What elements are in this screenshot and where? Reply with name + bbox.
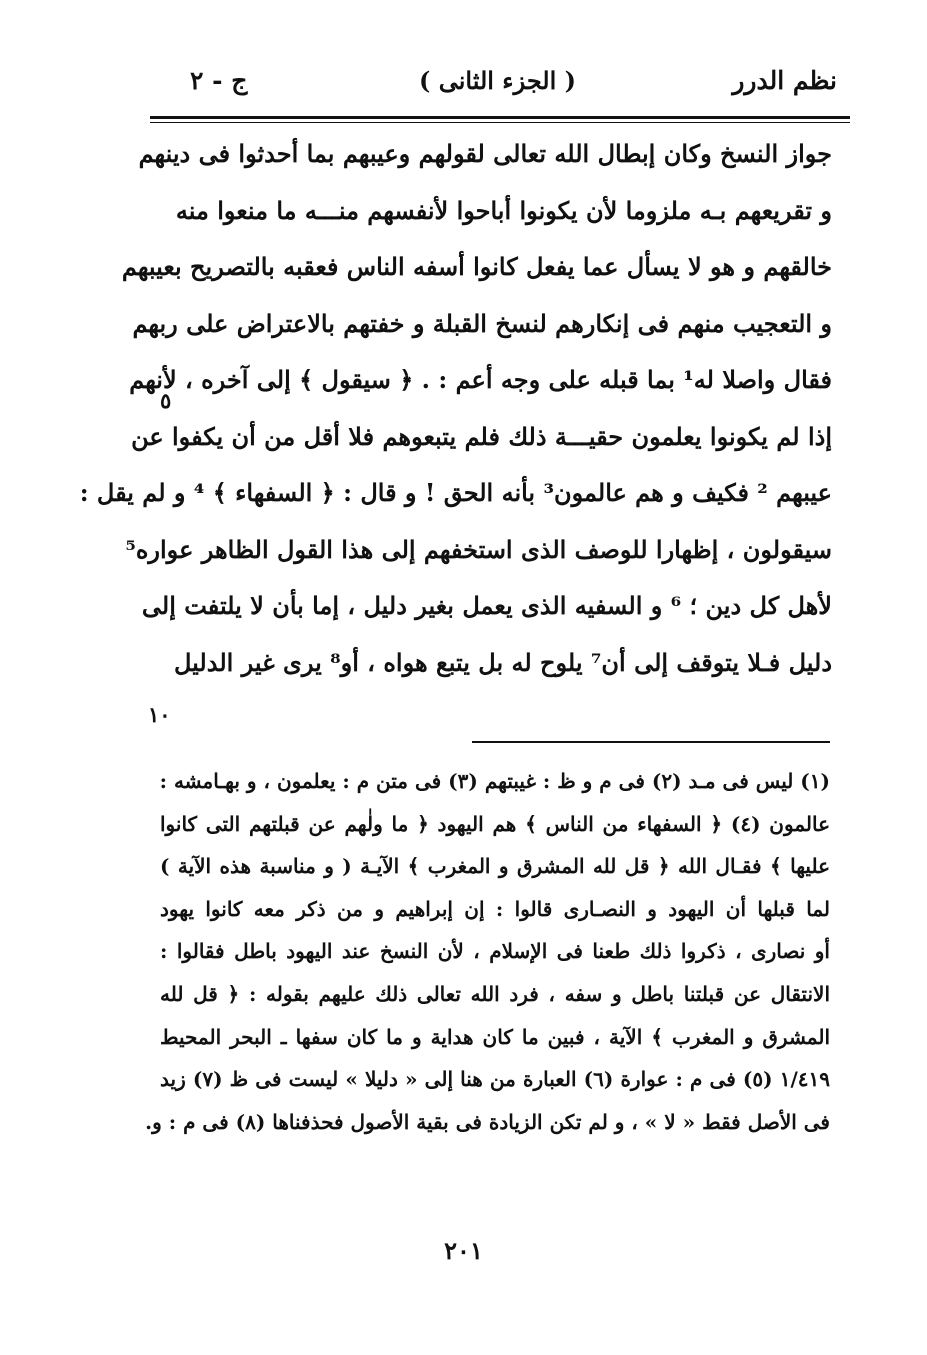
part-label: ( الجزء الثانى )	[419, 66, 576, 95]
header-rule-thick	[150, 116, 850, 119]
text-line: عيبهم ² فكيف و هم عالمون³ بأنه الحق ! و قال : ﴿ السفهاء ﴾ ⁴ و لم يقل :	[79, 478, 832, 507]
main-text	[79, 126, 832, 691]
footnote-line: الانتقال عن قبلتنا باطل و سفه ، فرد الله تعالى ذلك عليهم بقوله : ﴿ قل لله	[160, 981, 830, 1006]
footnote-line: ١/٤١٩ (٥) فى م : عوارة (٦) العبارة من هنا إلى « دليلا » ليست فى ظ (٧) زيد	[160, 1067, 830, 1092]
text-line: و التعجيب منهم فى إنكارهم لنسخ القبلة و خفتهم بالاعتراض على ربهم	[132, 308, 832, 338]
footnote-line: أو نصارى ، ذكروا ذلك طعنا فى الإسلام ، لأن النسخ عند اليهود باطل فقالوا :	[160, 939, 830, 964]
text-line: و تقريعهم بـه ملزوما لأن يكونوا أباحوا لأنفسهم منـــه ما منعوا منه	[175, 195, 832, 225]
book-title: نظم الدرر	[732, 66, 837, 95]
line-number-5: ٥	[160, 388, 172, 413]
running-header	[150, 62, 845, 106]
volume-label: ج - ٢	[190, 66, 248, 95]
line-number-10: ١٠	[148, 702, 171, 727]
text-line: سيقولون ، إظهارا للوصف الذى استخفهم إلى هذا القول الظاهر عواره⁵	[125, 534, 832, 564]
footnote-line: المشرق و المغرب ﴾ الآية ، فبين ما كان هداية و ما كان سفها ـ البحر المحيط	[160, 1024, 830, 1049]
page-number: ٢٠١	[444, 1236, 483, 1265]
footnotes	[145, 760, 830, 1143]
footnote-line: لما قبلها أن اليهود و النصـارى قالوا : إن إبراهيم و من ذكر معه كانوا يهود	[160, 896, 830, 921]
text-line: جواز النسخ وكان إبطال الله تعالى لقولهم وعيبهم بما أحدثوا فى دينهم	[138, 139, 832, 168]
text-line: إذا لم يكونوا يعلمون حقيـــة ذلك فلم يتبعوهم فلا أقل من أن يكفوا عن	[131, 421, 832, 451]
text-line: خالقهم و هو لا يسأل عما يفعل كانوا أسفه الناس فعقبه بالتصريح بعيبهم	[121, 252, 832, 281]
footnote-line: عالمون (٤) ﴿ السفهاء من الناس ﴾ هم اليهود ﴿ ما ولٰهم عن قبلتهم التى كانوا	[160, 811, 830, 836]
text-line: دليل فـلا يتوقف إلى أن⁷ يلوح له بل يتبع هواه ، أو⁸ يرى غير الدليل	[173, 647, 832, 677]
text-line: لأهل كل دين ؛ ⁶ و السفيه الذى يعمل بغير دليل ، إما بأن لا يلتفت إلى	[141, 591, 832, 620]
footnote-line: عليها ﴾ فقـال الله ﴿ قل لله المشرق و المغرب ﴾ الآيـة ( و مناسبة هذه الآية )	[160, 854, 830, 879]
footnote-separator	[472, 741, 830, 743]
text-line: فقال واصلا له¹ بما قبله على وجه أعم : . ﴿ سيقول ﴾ إلى آخره ، لأنهم	[129, 365, 832, 394]
footnote-line: (١) ليس فى مـد (٢) فى م و ظ : غيبتهم (٣) فى متن م : يعلمون ، و بهـامشه :	[159, 769, 830, 793]
header-rule-thin	[150, 122, 850, 123]
footnote-line: فى الأصل فقط « لا » ، و لم تكن الزيادة فى بقية الأصول فحذفناها (٨) فى م : و.	[145, 1109, 830, 1134]
